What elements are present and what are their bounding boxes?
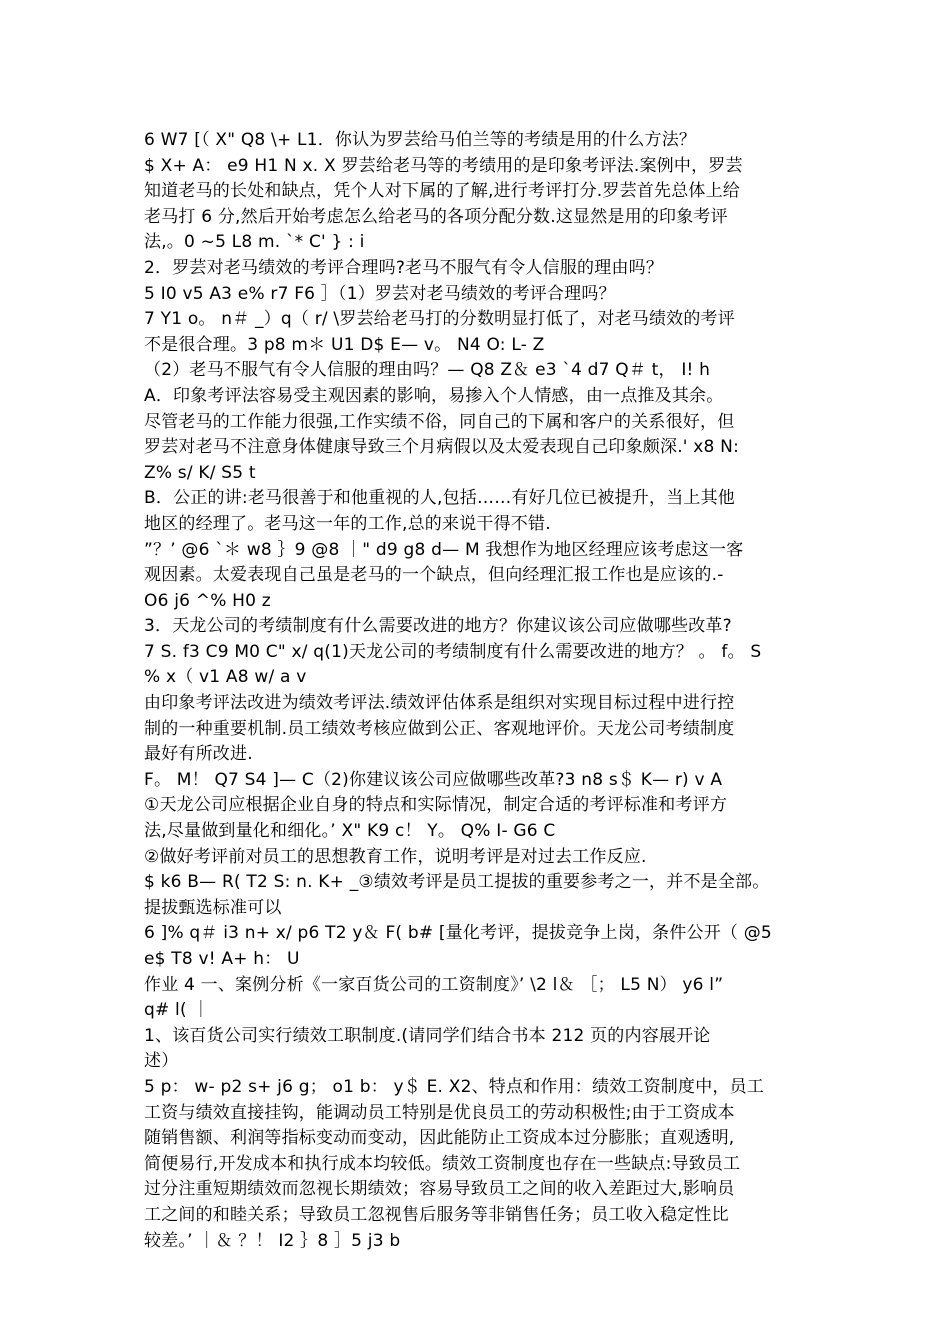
text-line: 由印象考评法改进为绩效考评法.绩效评估体系是组织对实现目标过程中进行控	[144, 693, 735, 714]
text-line: 法,。0 ~5 L8 m. `* C' } : i	[144, 232, 365, 253]
text-line: 6 ]% q＃ i3 n+ x/ p6 T2 y＆ F( b# [量化考评，提拔竞争上岗，条件公开（ @5	[144, 923, 772, 944]
text-line: O6 j6 ^% H0 z	[144, 590, 271, 611]
text-line: 知道老马的长处和缺点，凭个人对下属的了解,进行考评打分.罗芸首先总体上给	[144, 181, 741, 202]
text-line: 过分注重短期绩效而忽视长期绩效；容易导致员工之间的收入差距过大,影响员	[144, 1179, 735, 1200]
text-line: 随销售额、利润等指标变动而变动，因此能防止工资成本过分膨胀；直观透明,	[144, 1128, 735, 1149]
text-line: 7 Y1 o。 n＃ _）q（ r/ \罗芸给老马打的分数明显打低了，对老马绩效的考评	[144, 309, 735, 330]
text-line: ②做好考评前对员工的思想教育工作，说明考评是对过去工作反应.	[144, 846, 647, 867]
text-line: 工之间的和睦关系；导致员工忽视售后服务等非销售任务；员工收入稳定性比	[144, 1204, 729, 1225]
text-line: F。 M！ Q7 S4 ]— C（2)你建议该公司应做哪些改革?3 n8 s＄ K— r) v A	[144, 769, 723, 790]
text-line: 尽管老马的工作能力很强,工作实绩不俗，同自己的下属和客户的关系很好，但	[144, 411, 735, 432]
text-line: 2．罗芸对老马绩效的考评合理吗?老马不服气有令人信服的理由吗？	[144, 257, 664, 278]
text-line: ”？’ @6 `＊ w8 ｝9 @8 ｜" d9 g8 d— M 我想作为地区经理应该考虑这一客	[144, 539, 744, 560]
text-line: 地区的经理了。老马这一年的工作,总的来说干得不错.	[144, 513, 551, 534]
text-line: （2）老马不服气有令人信服的理由吗？— Q8 Z＆ e3 `4 d7 Q＃ t， I! h	[144, 360, 711, 381]
text-line: 1、该百货公司实行绩效工职制度.(请同学们结合书本 212 页的内容展开论	[144, 1025, 711, 1046]
text-line: 较差。’ ｜＆ ？！ I2 ｝8 ］5 j3 b	[144, 1230, 401, 1251]
text-line: 不是很合理。3 p8 m＊ U1 D$ E— v。 N4 O: L- Z	[144, 334, 545, 355]
text-line: 工资与绩效直接挂钩，能调动员工特别是优良员工的劳动积极性;由于工资成本	[144, 1102, 735, 1123]
text-line: 罗芸对老马不注意身体健康导致三个月病假以及太爱表现自己印象颇深.' x8 N:	[144, 437, 740, 458]
text-line: $ k6 B— R( T2 S: n. K+ _③绩效考评是员工提拔的重要参考之一，并不是全部。	[144, 872, 770, 893]
text-line: 7 S. f3 C9 M0 C" x/ q(1)天龙公司的考绩制度有什么需要改进的地方？ 。 f。 S	[144, 641, 762, 662]
document-body	[144, 128, 844, 1254]
text-line: Z% s/ K/ S5 t	[144, 462, 256, 483]
text-line: $ X+ A： e9 H1 N x. X 罗芸给老马等的考绩用的是印象考评法.案例中，罗芸	[144, 155, 743, 176]
text-line: 5 p： w- p2 s+ j6 g； o1 b： y＄ E. X2、特点和作用：绩效工资制度中，员工	[144, 1076, 764, 1097]
text-line: 6 W7 [（ X" Q8 \+ L1．你认为罗芸给马伯兰等的考绩是用的什么方法？	[144, 130, 697, 150]
text-line: % x（ v1 A8 w/ a v	[144, 667, 307, 688]
text-line: 提拔甄选标准可以	[144, 897, 282, 918]
text-line: 5 I0 v5 A3 e% r7 F6 ］（1）罗芸对老马绩效的考评合理吗？	[144, 283, 616, 304]
text-line: 3．天龙公司的考绩制度有什么需要改进的地方？你建议该公司应做哪些改革?	[144, 616, 732, 637]
text-line: 最好有所改进.	[144, 744, 253, 765]
text-line: q# l( ｜	[144, 1000, 210, 1021]
text-line: 法,尽量做到量化和细化。’ X" K9 c！ Y。 Q% I- G6 C	[144, 821, 556, 842]
text-line: B．公正的讲:老马很善于和他重视的人,包括……有好几位已被提升，当上其他	[144, 488, 735, 509]
text-line: A．印象考评法容易受主观因素的影响，易掺入个人情感，由一点推及其余。	[144, 385, 724, 406]
text-line: 述）	[144, 1051, 179, 1072]
text-line: 简便易行,开发成本和执行成本均较低。绩效工资制度也存在一些缺点:导致员工	[144, 1153, 741, 1174]
text-line: 老马打 6 分,然后开始考虑怎么给老马的各项分配分数.这显然是用的印象考评	[144, 206, 728, 227]
text-line: e$ T8 v! A+ h： U	[144, 949, 300, 969]
text-line: 制的一种重要机制.员工绩效考核应做到公正、客观地评价。天龙公司考绩制度	[144, 718, 735, 739]
text-line: 作业 4 一、案例分析《一家百货公司的工资制度》’ \2 l＆ ［； L5 N） y6 l”	[144, 974, 724, 995]
text-line: ①天龙公司应根据企业自身的特点和实际情况，制定合适的考评标准和考评方	[144, 795, 728, 816]
text-line: 观因素。太爱表现自己虽是老马的一个缺点，但向经理汇报工作也是应该的.-	[144, 565, 724, 586]
